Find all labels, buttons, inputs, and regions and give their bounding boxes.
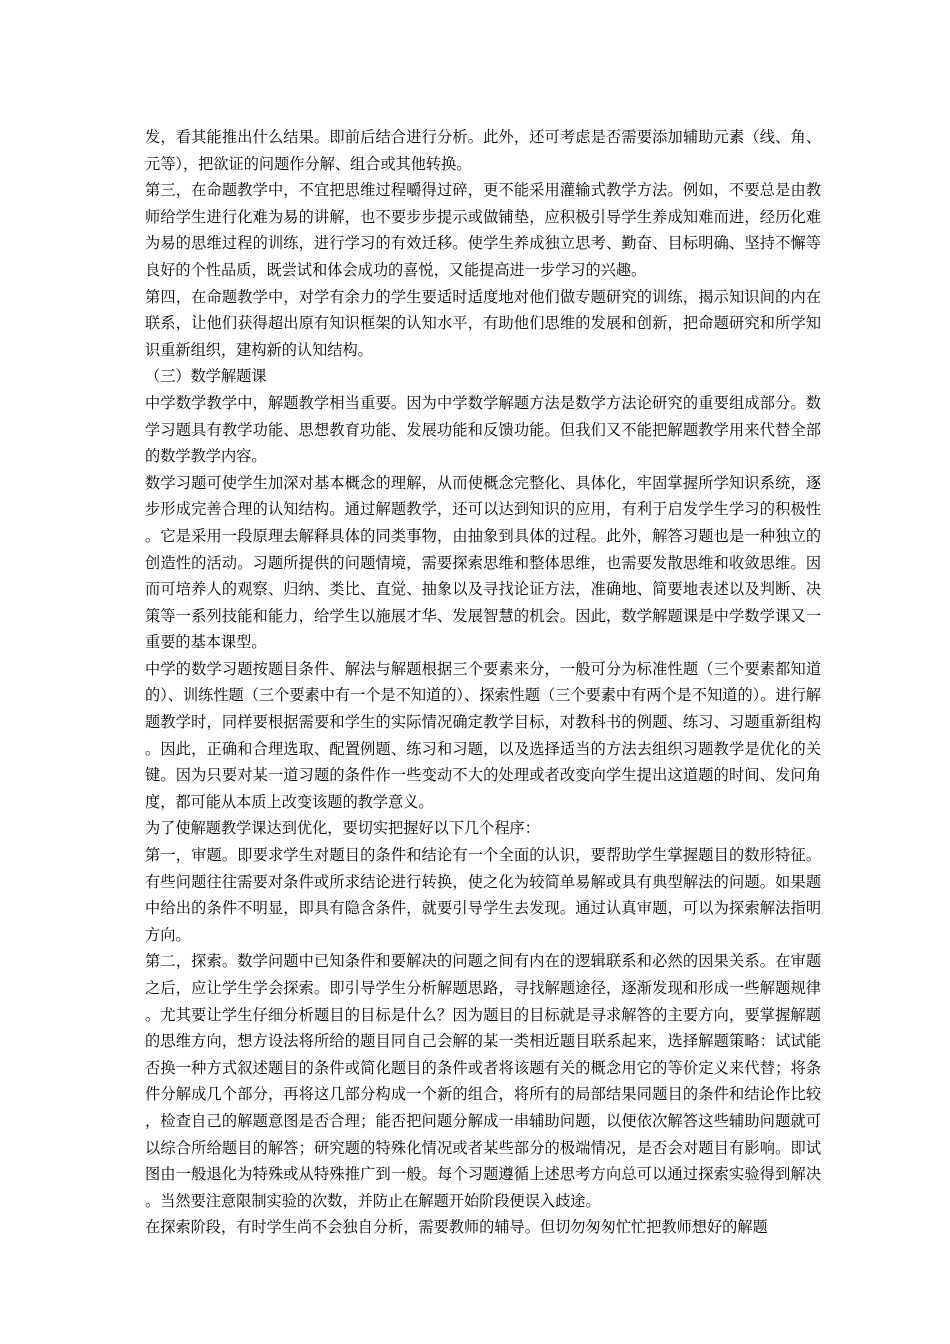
paragraph-step-two: 第二，探索。数学问题中已知条件和要解决的问题之间有内在的逻辑联系和必然的因果关系。在审题之后，应让学生学会探索。即引导学生分析解题思路，寻找解题途径，逐渐发现和形成一些解题规律。尤其要让学生仔细分析题目的目标是什么？因为题目的目标就是寻求解答的主要方向，要掌握解题的思维方向，想方设法将所给的题目同自己会解的某一类相近题目联系起来，选择解题策略：试试能否换一种方式叙述题目的条件或简化题目的条件或者将该题有关的概念用它的等价定义来代替；将条件分解成几个部分，再将这几部分构成一个新的组合，将所有的局部结果同题目的条件和结论作比较，检查自己的解题意图是否合理；能否把问题分解成一串辅助问题，以便依次解答这些辅助问题就可以综合所给题目的解答；研究题的特殊化情况或者某些部分的极端情况，是否会对题目有影响。即试图由一般退化为特殊或从特殊推广到一般。每个习题遵循上述思考方向总可以通过探索实验得到解决。当然要注意限制实验的次数，并防止在解题开始阶段便误入歧途。 [145, 952, 821, 1210]
paragraph-exploration-stage: 在探索阶段，有时学生尚不会独自分析，需要教师的辅导。但切勿匆匆忙忙把教师想好的解题 [145, 1218, 768, 1237]
paragraph-fourth-point: 第四，在命题教学中，对学有余力的学生要适时适度地对他们做专题研究的训练，揭示知识间的内在联系，让他们获得超出原有知识框架的认知水平，有助他们思维的发展和创新，把命题研究和所学知识重新组织，建构新的认知结构。 [145, 287, 821, 359]
paragraph-third-point: 第三，在命题教学中，不宜把思维过程嚼得过碎，更不能采用灌输式教学方法。例如，不要总是由教师给学生进行化难为易的讲解，也不要步步提示或做铺垫，应积极引导学生养成知难而进，经历化难为易的思维过程的训练，进行学习的有效迁移。使学生养成独立思考、勤奋、目标明确、坚持不懈等良好的个性品质，既尝试和体会成功的喜悦，又能提高进一步学习的兴趣。 [145, 181, 821, 279]
paragraph-exercise-value: 数学习题可使学生加深对基本概念的理解，从而使概念完整化、具体化，牢固掌握所学知识系统，逐步形成完善合理的认知结构。通过解题教学，还可以达到知识的应用，有利于启发学生学习的积极性。它是采用一段原理去解释具体的同类事物，由抽象到具体的过程。此外，解答习题也是一种独立的创造性的活动。习题所提供的问题情境，需要探索思维和整体思维，也需要发散思维和收敛思维。因而可培养人的观察、归纳、类比、直觉、抽象以及寻找论证方法，准确地、简要地表述以及判断、决策等一系列技能和能力，给学生以施展才华、发展智慧的机会。因此，数学解题课是中学数学课又一重要的基本课型。 [145, 473, 821, 652]
paragraph-intro: 中学数学教学中，解题教学相当重要。因为中学数学解题方法是数学方法论研究的重要组成部分。数学习题具有教学功能、思想教育功能、发展功能和反馈功能。但我们又不能把解题教学用来代替全部的数学教学内容。 [145, 393, 821, 466]
section-heading: （三）数学解题课 [145, 367, 267, 386]
paragraph-step-one: 第一，审题。即要求学生对题目的条件和结论有一个全面的认识，要帮助学生掌握题目的数形特征。有些问题往往需要对条件或所求结论进行转换，使之化为较简单易解或具有典型解法的问题。如果题中给出的条件不明显，即具有隐含条件，就要引导学生去发现。通过认真审题，可以为探索解法指明方向。 [145, 846, 821, 944]
document-body [145, 124, 821, 1241]
paragraph-procedure-lead: 为了使解题教学课达到优化，要切实把握好以下几个程序： [145, 819, 540, 838]
paragraph-continuation: 发，看其能推出什么结果。即前后结合进行分析。此外，还可考虑是否需要添加辅助元素（线、角、元等），把欲证的问题作分解、组合或其他转换。 [145, 128, 821, 173]
paragraph-exercise-types: 中学的数学习题按题目条件、解法与解题根据三个要素来分，一般可分为标准性题（三个要素都知道的）、训练性题（三个要素中有一个是不知道的）、探索性题（三个要素中有两个是不知道的）。进行解题教学时，同样要根据需要和学生的实际情况确定教学目标，对教科书的例题、练习、习题重新组构。因此，正确和合理选取、配置例题、练习和习题，以及选择适当的方法去组织习题教学是优化的关键。因为只要对某一道习题的条件作一些变动不大的处理或者改变向学生提出这道题的时间、发问角度，都可能从本质上改变该题的教学意义。 [145, 659, 821, 811]
